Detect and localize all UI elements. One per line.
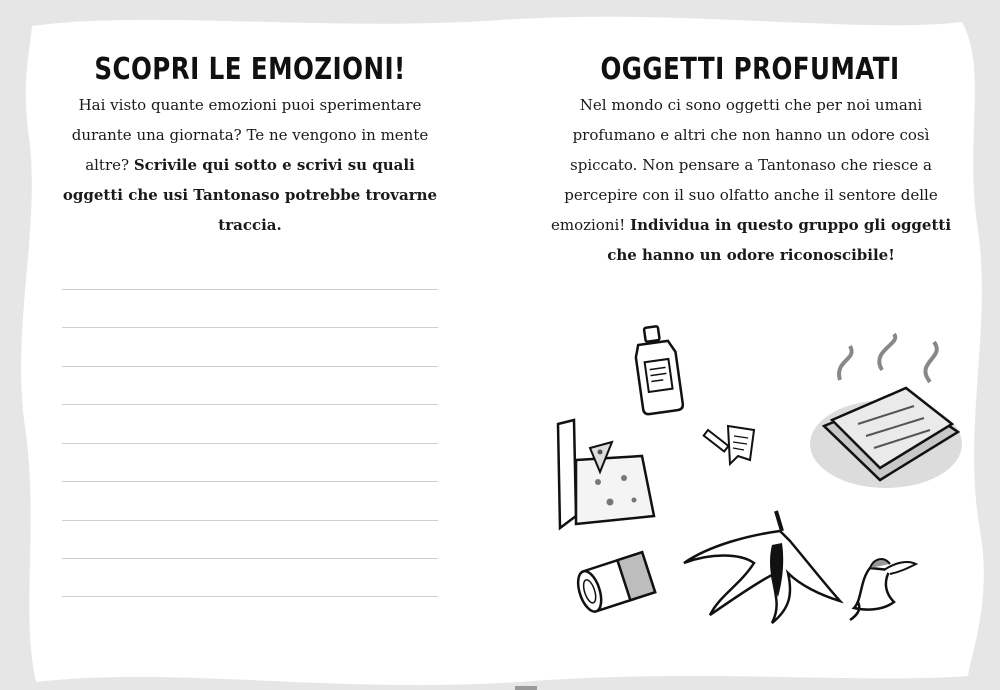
writing-line [62,289,438,290]
bottle-icon [632,324,684,415]
writing-line [62,481,438,482]
smelly-sandwich-icon [810,334,962,488]
pizza-box-icon [558,420,654,528]
tin-can-icon [574,552,655,614]
left-page-paragraph [58,90,442,240]
right-page-title: OGGETTI PROFUMATI [600,52,900,87]
right-paragraph-bold: Individua in questo gruppo gli oggetti che hanno un odore riconoscibile! [607,216,952,264]
right-page-paragraph [548,90,954,270]
writing-line [62,366,438,367]
apple-core-icon [850,559,916,620]
writing-line [62,443,438,444]
writing-line [62,596,438,597]
page-bottom-marker [515,686,537,690]
left-page-title: SCOPRI LE EMOZIONI! [94,52,406,87]
right-paragraph-plain: Nel mondo ci sono oggetti che per noi umani profumano e altri che non hanno un odore così spiccato. Non pensare a Tantonaso che riesce a percepire con il suo olfatto anche il sentore delle emozioni! [550,96,938,234]
left-paragraph-bold: Scrivile qui sotto e scrivi su quali oggetti che usi Tantonaso potrebbe trovarne traccia. [62,156,438,234]
left-paragraph-plain: Hai visto quante emozioni puoi sperimentare durante una giornata? Te ne vengono in mente altre? [71,96,429,174]
writing-line [62,404,438,405]
banana-peel-icon [684,511,840,623]
writing-line [62,558,438,559]
smelly-objects-illustration [540,320,970,650]
pencil-note-icon [704,426,754,464]
writing-line [62,520,438,521]
writing-line [62,327,438,328]
